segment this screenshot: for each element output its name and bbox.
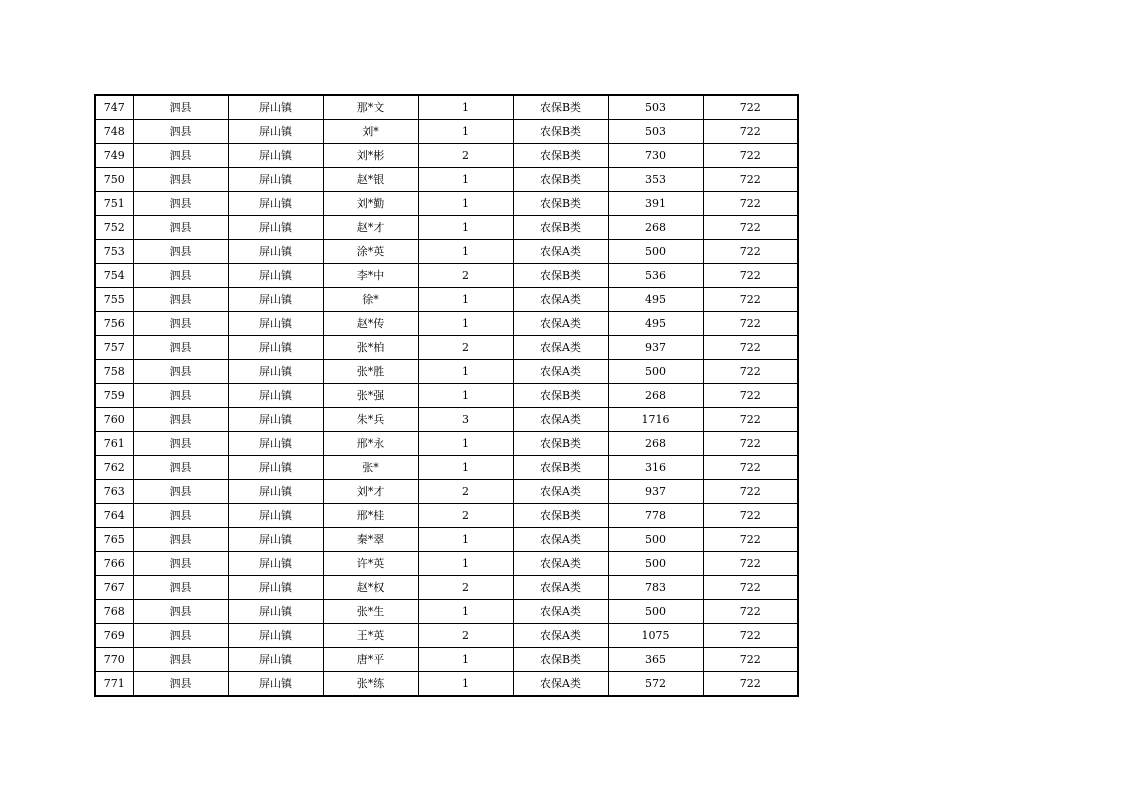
- table-row: [95, 504, 798, 528]
- name-cell: 徐*: [323, 288, 418, 312]
- household-size-cell: 2: [418, 504, 513, 528]
- row-number-cell: 753: [95, 240, 133, 264]
- household-size-cell: 2: [418, 264, 513, 288]
- category-cell: 农保B类: [513, 504, 608, 528]
- table-row: [95, 144, 798, 168]
- table-row: [95, 480, 798, 504]
- standard-cell: 722: [703, 576, 798, 600]
- name-cell: 秦*翠: [323, 528, 418, 552]
- county-cell: 泗县: [133, 480, 228, 504]
- row-number-cell: 765: [95, 528, 133, 552]
- amount-cell: 268: [608, 432, 703, 456]
- amount-cell: 500: [608, 600, 703, 624]
- town-cell: 屏山镇: [228, 600, 323, 624]
- county-cell: 泗县: [133, 312, 228, 336]
- amount-cell: 503: [608, 120, 703, 144]
- table-row: [95, 95, 798, 120]
- county-cell: 泗县: [133, 336, 228, 360]
- county-cell: 泗县: [133, 240, 228, 264]
- row-number-cell: 754: [95, 264, 133, 288]
- county-cell: 泗县: [133, 456, 228, 480]
- table-body: [95, 95, 798, 696]
- amount-cell: 495: [608, 288, 703, 312]
- table-row: [95, 432, 798, 456]
- row-number-cell: 769: [95, 624, 133, 648]
- standard-cell: 722: [703, 480, 798, 504]
- row-number-cell: 762: [95, 456, 133, 480]
- household-size-cell: 1: [418, 312, 513, 336]
- county-cell: 泗县: [133, 600, 228, 624]
- household-size-cell: 1: [418, 384, 513, 408]
- household-size-cell: 1: [418, 120, 513, 144]
- row-number-cell: 770: [95, 648, 133, 672]
- standard-cell: 722: [703, 216, 798, 240]
- name-cell: 张*柏: [323, 336, 418, 360]
- amount-cell: 495: [608, 312, 703, 336]
- household-size-cell: 2: [418, 624, 513, 648]
- household-size-cell: 1: [418, 360, 513, 384]
- standard-cell: 722: [703, 504, 798, 528]
- amount-cell: 316: [608, 456, 703, 480]
- amount-cell: 783: [608, 576, 703, 600]
- town-cell: 屏山镇: [228, 504, 323, 528]
- row-number-cell: 751: [95, 192, 133, 216]
- county-cell: 泗县: [133, 504, 228, 528]
- county-cell: 泗县: [133, 360, 228, 384]
- standard-cell: 722: [703, 552, 798, 576]
- standard-cell: 722: [703, 528, 798, 552]
- category-cell: 农保A类: [513, 672, 608, 697]
- town-cell: 屏山镇: [228, 120, 323, 144]
- name-cell: 刘*才: [323, 480, 418, 504]
- town-cell: 屏山镇: [228, 384, 323, 408]
- amount-cell: 268: [608, 216, 703, 240]
- county-cell: 泗县: [133, 192, 228, 216]
- standard-cell: 722: [703, 624, 798, 648]
- row-number-cell: 768: [95, 600, 133, 624]
- name-cell: 张*胜: [323, 360, 418, 384]
- amount-cell: 500: [608, 528, 703, 552]
- town-cell: 屏山镇: [228, 624, 323, 648]
- household-size-cell: 1: [418, 456, 513, 480]
- table-row: [95, 360, 798, 384]
- category-cell: 农保B类: [513, 264, 608, 288]
- category-cell: 农保A类: [513, 360, 608, 384]
- name-cell: 张*强: [323, 384, 418, 408]
- category-cell: 农保B类: [513, 95, 608, 120]
- name-cell: 赵*银: [323, 168, 418, 192]
- row-number-cell: 755: [95, 288, 133, 312]
- category-cell: 农保B类: [513, 648, 608, 672]
- household-size-cell: 2: [418, 576, 513, 600]
- household-size-cell: 2: [418, 144, 513, 168]
- standard-cell: 722: [703, 192, 798, 216]
- table-row: [95, 120, 798, 144]
- household-size-cell: 2: [418, 336, 513, 360]
- county-cell: 泗县: [133, 95, 228, 120]
- standard-cell: 722: [703, 336, 798, 360]
- row-number-cell: 761: [95, 432, 133, 456]
- household-size-cell: 1: [418, 648, 513, 672]
- table-row: [95, 168, 798, 192]
- town-cell: 屏山镇: [228, 264, 323, 288]
- name-cell: 赵*传: [323, 312, 418, 336]
- town-cell: 屏山镇: [228, 456, 323, 480]
- table-row: [95, 240, 798, 264]
- category-cell: 农保A类: [513, 408, 608, 432]
- amount-cell: 536: [608, 264, 703, 288]
- county-cell: 泗县: [133, 624, 228, 648]
- amount-cell: 778: [608, 504, 703, 528]
- name-cell: 张*: [323, 456, 418, 480]
- standard-cell: 722: [703, 672, 798, 697]
- town-cell: 屏山镇: [228, 528, 323, 552]
- row-number-cell: 756: [95, 312, 133, 336]
- row-number-cell: 767: [95, 576, 133, 600]
- household-size-cell: 1: [418, 600, 513, 624]
- household-size-cell: 1: [418, 528, 513, 552]
- county-cell: 泗县: [133, 384, 228, 408]
- county-cell: 泗县: [133, 288, 228, 312]
- amount-cell: 365: [608, 648, 703, 672]
- category-cell: 农保A类: [513, 480, 608, 504]
- category-cell: 农保B类: [513, 168, 608, 192]
- name-cell: 王*英: [323, 624, 418, 648]
- row-number-cell: 748: [95, 120, 133, 144]
- county-cell: 泗县: [133, 648, 228, 672]
- amount-cell: 503: [608, 95, 703, 120]
- table-row: [95, 216, 798, 240]
- standard-cell: 722: [703, 120, 798, 144]
- name-cell: 许*英: [323, 552, 418, 576]
- household-size-cell: 1: [418, 240, 513, 264]
- table-row: [95, 336, 798, 360]
- row-number-cell: 766: [95, 552, 133, 576]
- name-cell: 那*文: [323, 95, 418, 120]
- household-size-cell: 1: [418, 192, 513, 216]
- row-number-cell: 750: [95, 168, 133, 192]
- town-cell: 屏山镇: [228, 240, 323, 264]
- category-cell: 农保A类: [513, 312, 608, 336]
- amount-cell: 391: [608, 192, 703, 216]
- town-cell: 屏山镇: [228, 480, 323, 504]
- table-row: [95, 624, 798, 648]
- standard-cell: 722: [703, 288, 798, 312]
- table-row: [95, 576, 798, 600]
- category-cell: 农保B类: [513, 384, 608, 408]
- town-cell: 屏山镇: [228, 168, 323, 192]
- town-cell: 屏山镇: [228, 408, 323, 432]
- row-number-cell: 760: [95, 408, 133, 432]
- amount-cell: 1716: [608, 408, 703, 432]
- amount-cell: 500: [608, 240, 703, 264]
- town-cell: 屏山镇: [228, 552, 323, 576]
- town-cell: 屏山镇: [228, 432, 323, 456]
- amount-cell: 353: [608, 168, 703, 192]
- row-number-cell: 764: [95, 504, 133, 528]
- category-cell: 农保B类: [513, 144, 608, 168]
- standard-cell: 722: [703, 456, 798, 480]
- county-cell: 泗县: [133, 528, 228, 552]
- name-cell: 李*中: [323, 264, 418, 288]
- household-size-cell: 1: [418, 168, 513, 192]
- table-row: [95, 288, 798, 312]
- town-cell: 屏山镇: [228, 672, 323, 697]
- name-cell: 张*练: [323, 672, 418, 697]
- county-cell: 泗县: [133, 120, 228, 144]
- category-cell: 农保B类: [513, 120, 608, 144]
- town-cell: 屏山镇: [228, 144, 323, 168]
- category-cell: 农保A类: [513, 336, 608, 360]
- standard-cell: 722: [703, 384, 798, 408]
- table-row: [95, 528, 798, 552]
- row-number-cell: 759: [95, 384, 133, 408]
- category-cell: 农保B类: [513, 456, 608, 480]
- row-number-cell: 771: [95, 672, 133, 697]
- category-cell: 农保B类: [513, 192, 608, 216]
- county-cell: 泗县: [133, 552, 228, 576]
- name-cell: 刘*勤: [323, 192, 418, 216]
- category-cell: 农保A类: [513, 624, 608, 648]
- county-cell: 泗县: [133, 168, 228, 192]
- town-cell: 屏山镇: [228, 288, 323, 312]
- town-cell: 屏山镇: [228, 576, 323, 600]
- table-row: [95, 192, 798, 216]
- standard-cell: 722: [703, 240, 798, 264]
- county-cell: 泗县: [133, 672, 228, 697]
- town-cell: 屏山镇: [228, 312, 323, 336]
- name-cell: 涂*英: [323, 240, 418, 264]
- amount-cell: 500: [608, 552, 703, 576]
- category-cell: 农保A类: [513, 552, 608, 576]
- amount-cell: 937: [608, 480, 703, 504]
- town-cell: 屏山镇: [228, 336, 323, 360]
- category-cell: 农保A类: [513, 240, 608, 264]
- household-size-cell: 3: [418, 408, 513, 432]
- household-size-cell: 2: [418, 480, 513, 504]
- town-cell: 屏山镇: [228, 360, 323, 384]
- standard-cell: 722: [703, 360, 798, 384]
- name-cell: 张*生: [323, 600, 418, 624]
- household-size-cell: 1: [418, 432, 513, 456]
- county-cell: 泗县: [133, 264, 228, 288]
- table-row: [95, 312, 798, 336]
- category-cell: 农保A类: [513, 528, 608, 552]
- name-cell: 赵*才: [323, 216, 418, 240]
- name-cell: 赵*权: [323, 576, 418, 600]
- row-number-cell: 757: [95, 336, 133, 360]
- row-number-cell: 749: [95, 144, 133, 168]
- standard-cell: 722: [703, 95, 798, 120]
- standard-cell: 722: [703, 648, 798, 672]
- name-cell: 邢*桂: [323, 504, 418, 528]
- table-row: [95, 408, 798, 432]
- household-size-cell: 1: [418, 672, 513, 697]
- table-row: [95, 264, 798, 288]
- amount-cell: 937: [608, 336, 703, 360]
- amount-cell: 500: [608, 360, 703, 384]
- county-cell: 泗县: [133, 576, 228, 600]
- category-cell: 农保A类: [513, 576, 608, 600]
- amount-cell: 730: [608, 144, 703, 168]
- category-cell: 农保B类: [513, 432, 608, 456]
- household-size-cell: 1: [418, 216, 513, 240]
- name-cell: 朱*兵: [323, 408, 418, 432]
- town-cell: 屏山镇: [228, 192, 323, 216]
- name-cell: 唐*平: [323, 648, 418, 672]
- name-cell: 邢*永: [323, 432, 418, 456]
- standard-cell: 722: [703, 408, 798, 432]
- amount-cell: 268: [608, 384, 703, 408]
- standard-cell: 722: [703, 432, 798, 456]
- row-number-cell: 758: [95, 360, 133, 384]
- household-size-cell: 1: [418, 95, 513, 120]
- category-cell: 农保A类: [513, 600, 608, 624]
- town-cell: 屏山镇: [228, 216, 323, 240]
- amount-cell: 572: [608, 672, 703, 697]
- standard-cell: 722: [703, 168, 798, 192]
- county-cell: 泗县: [133, 144, 228, 168]
- row-number-cell: 747: [95, 95, 133, 120]
- data-table: [94, 94, 799, 697]
- household-size-cell: 1: [418, 552, 513, 576]
- row-number-cell: 752: [95, 216, 133, 240]
- category-cell: 农保A类: [513, 288, 608, 312]
- row-number-cell: 763: [95, 480, 133, 504]
- household-size-cell: 1: [418, 288, 513, 312]
- table-row: [95, 648, 798, 672]
- standard-cell: 722: [703, 264, 798, 288]
- table-row: [95, 552, 798, 576]
- table-row: [95, 672, 798, 697]
- name-cell: 刘*彬: [323, 144, 418, 168]
- table-row: [95, 600, 798, 624]
- county-cell: 泗县: [133, 216, 228, 240]
- town-cell: 屏山镇: [228, 95, 323, 120]
- standard-cell: 722: [703, 600, 798, 624]
- town-cell: 屏山镇: [228, 648, 323, 672]
- table-row: [95, 456, 798, 480]
- name-cell: 刘*: [323, 120, 418, 144]
- county-cell: 泗县: [133, 408, 228, 432]
- amount-cell: 1075: [608, 624, 703, 648]
- category-cell: 农保B类: [513, 216, 608, 240]
- standard-cell: 722: [703, 144, 798, 168]
- standard-cell: 722: [703, 312, 798, 336]
- county-cell: 泗县: [133, 432, 228, 456]
- table-row: [95, 384, 798, 408]
